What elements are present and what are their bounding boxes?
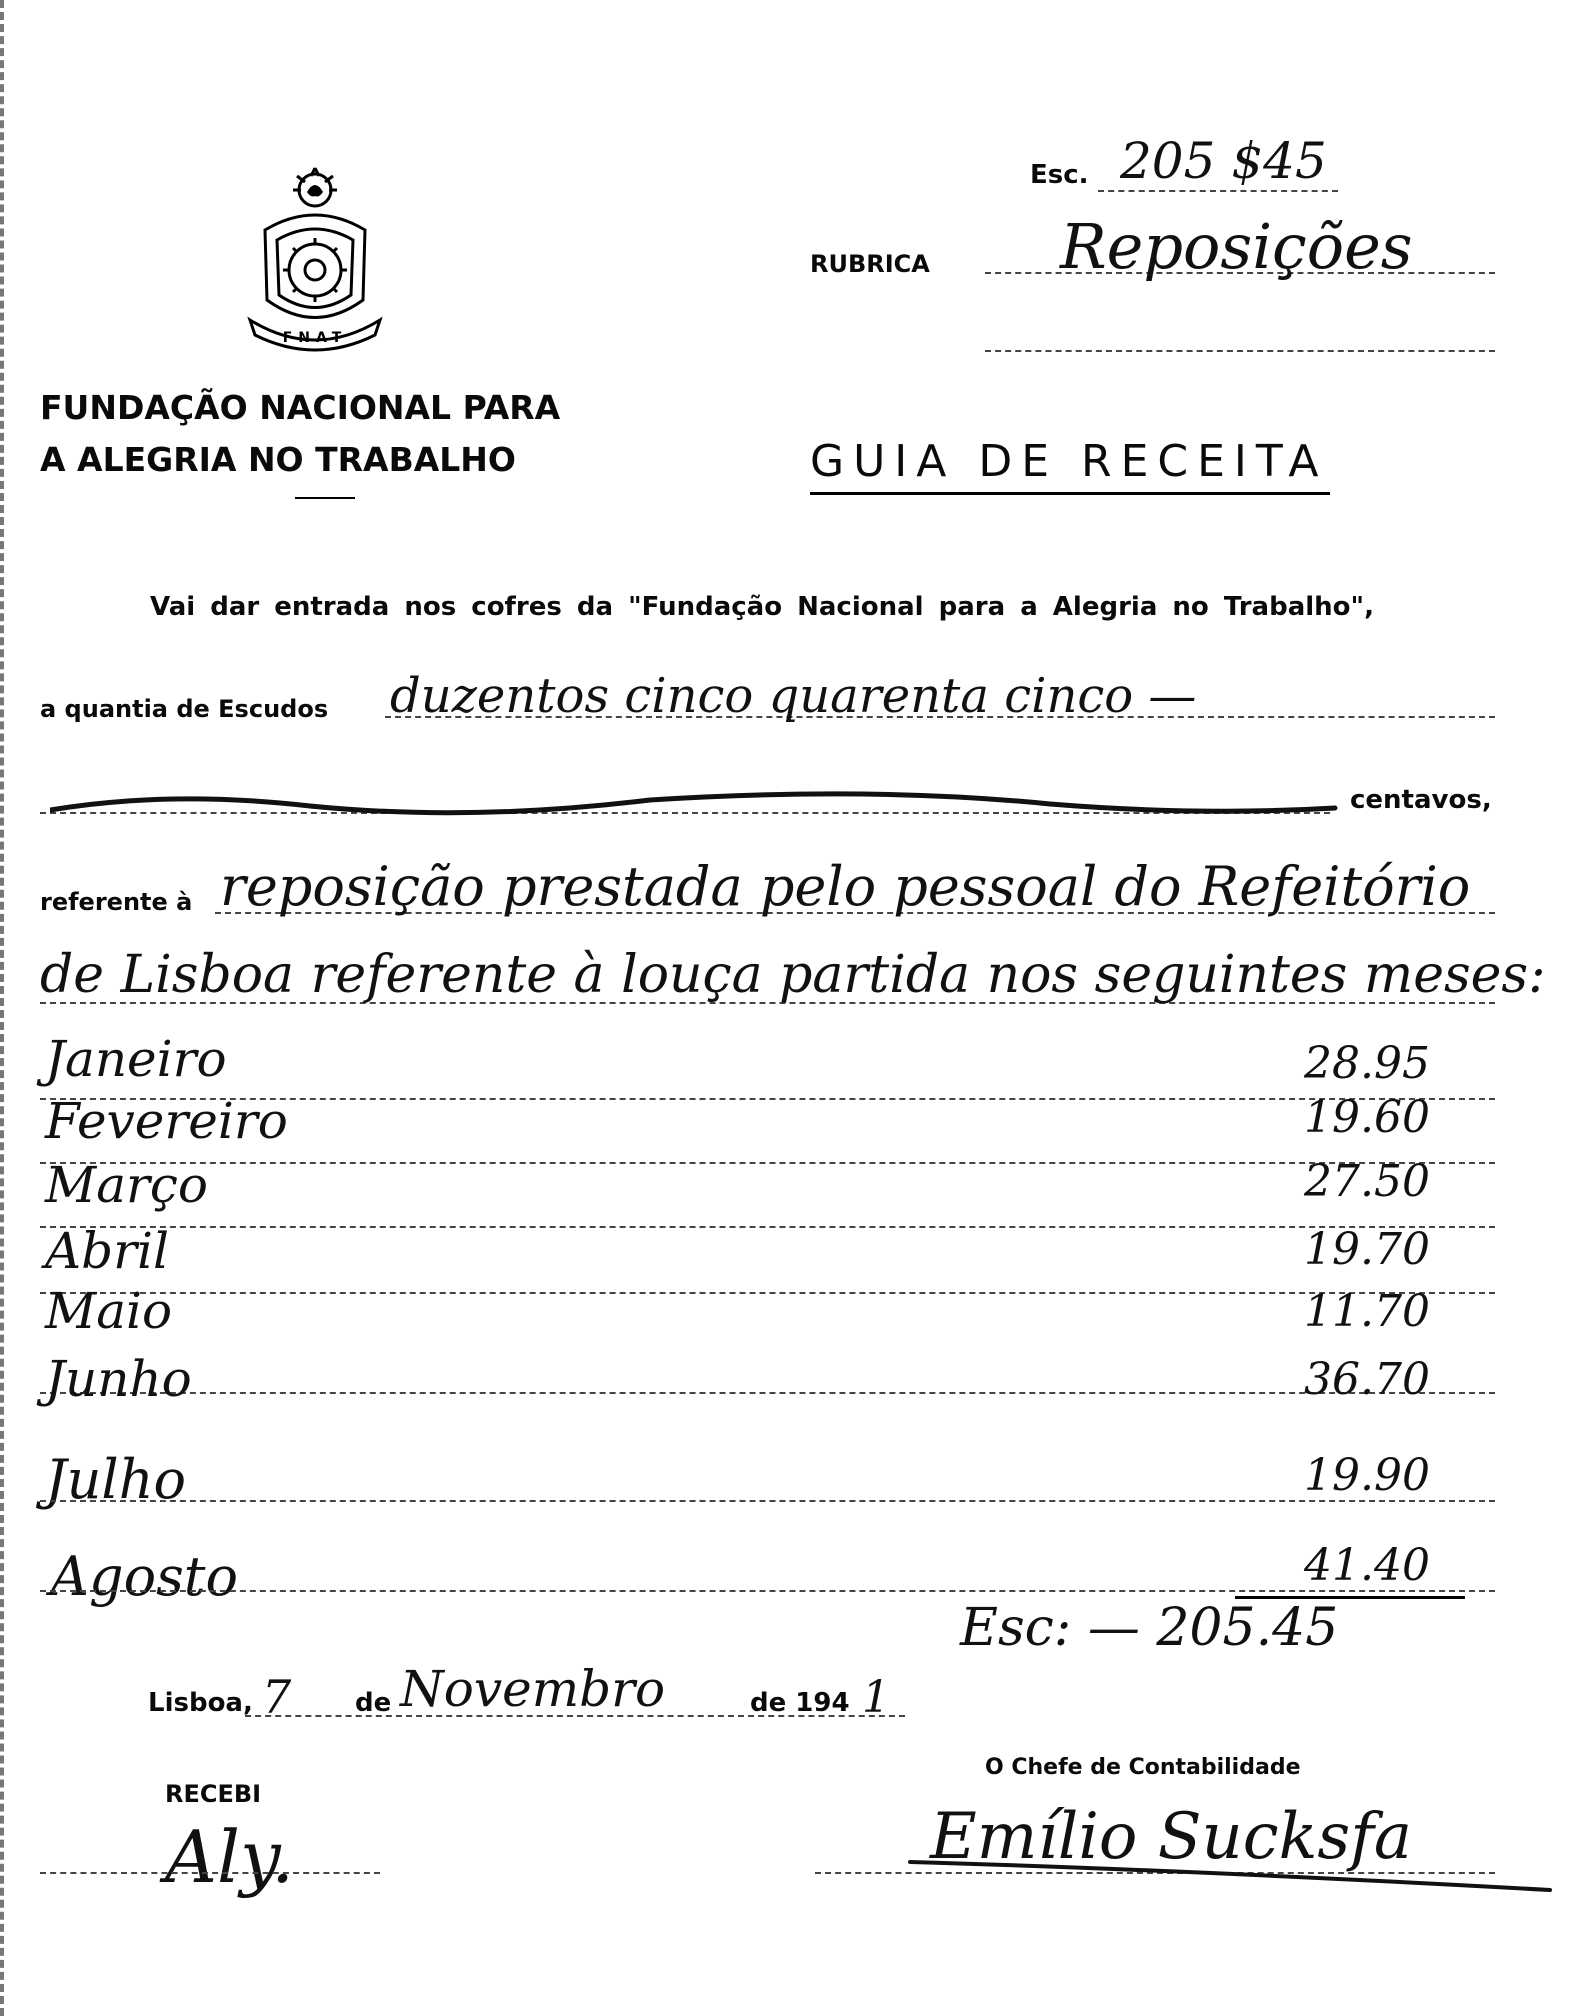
recebi-signature: Aly. [165, 1815, 295, 1899]
org-name-line2: A ALEGRIA NO TRABALHO [40, 440, 516, 479]
entry-line [40, 1590, 1495, 1592]
date-year-digit: 1 [862, 1672, 890, 1723]
amount-value: 19.60 [1304, 1092, 1430, 1143]
date-line [245, 1715, 905, 1717]
rubrica-label: RUBRICA [810, 250, 930, 278]
amount-value: 19.70 [1304, 1224, 1430, 1275]
recebi-label: RECEBI [165, 1780, 262, 1808]
month-label: Fevereiro [45, 1092, 288, 1150]
month-label: Maio [45, 1282, 173, 1340]
amount-value: 27.50 [1304, 1156, 1430, 1207]
month-label: Março [45, 1156, 209, 1214]
form-title: GUIA DE RECEITA [810, 436, 1328, 487]
rubrica-value: Reposições [1060, 210, 1413, 283]
rubrica-line-2 [985, 350, 1495, 352]
fnat-seal-logo [235, 160, 395, 360]
amount-words: duzentos cinco quarenta cinco — [390, 668, 1197, 724]
date-day: 7 [262, 1670, 292, 1724]
chefe-label: O Chefe de Contabilidade [985, 1755, 1301, 1780]
amount-value: 19.90 [1304, 1450, 1430, 1501]
recebi-line [40, 1872, 380, 1874]
esc-line [1098, 190, 1338, 192]
amount-fill-stroke [50, 782, 1340, 822]
total-amount: Esc: — 205.45 [960, 1598, 1339, 1658]
org-underline [295, 497, 355, 499]
month-label: Janeiro [45, 1030, 227, 1088]
chefe-signature: Emílio Sucksfa [930, 1800, 1413, 1874]
referente-text-2: de Lisboa referente à louça partida nos seguintes meses: [40, 945, 1546, 1005]
month-label: Junho [45, 1350, 192, 1408]
esc-label: Esc. [1030, 160, 1089, 190]
date-month: Novembro [400, 1660, 666, 1718]
amount-value: 11.70 [1304, 1286, 1430, 1337]
date-de-label: de [355, 1688, 392, 1718]
referente-label: referente à [40, 888, 193, 916]
amount-value: 41.40 [1304, 1540, 1430, 1591]
centavos-label: centavos, [1350, 785, 1492, 815]
perforated-edge [0, 0, 8, 2016]
amount-value: 36.70 [1304, 1354, 1430, 1405]
month-label: Julho [45, 1448, 186, 1511]
date-year-label: de 194 [750, 1688, 850, 1718]
org-name-line1: FUNDAÇÃO NACIONAL PARA [40, 388, 561, 427]
place-label: Lisboa, [148, 1688, 253, 1718]
month-label: Agosto [50, 1545, 238, 1608]
amount-value: 28.95 [1304, 1038, 1430, 1089]
signature-flourish [890, 1850, 1570, 1940]
entry-line [40, 1500, 1495, 1502]
seal-ribbon-text: FNAT [282, 330, 348, 346]
esc-value: 205 $45 [1120, 132, 1327, 190]
amount-label: a quantia de Escudos [40, 695, 329, 723]
intro-text: Vai dar entrada nos cofres da "Fundação Nacional para a Alegria no Trabalho", [150, 592, 1374, 622]
month-label: Abril [45, 1222, 169, 1280]
form-title-underline [810, 492, 1330, 495]
referente-text-1: reposição prestada pelo pessoal do Refeitório [220, 855, 1471, 918]
